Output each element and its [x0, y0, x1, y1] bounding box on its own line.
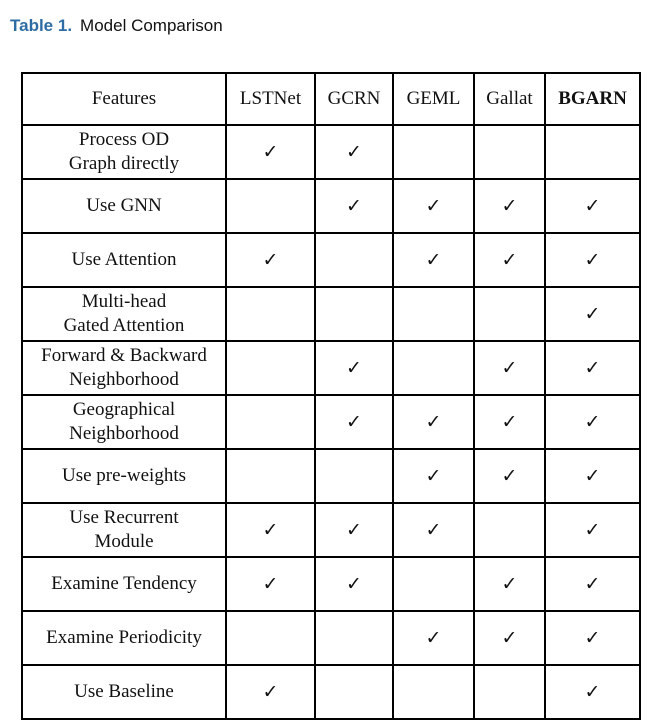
- check-cell-gallat: [474, 557, 545, 611]
- table-row: [22, 449, 640, 503]
- model-comparison-table: [21, 72, 641, 720]
- column-header-bgarn: BGARN: [545, 73, 640, 125]
- check-mark-icon: ✓: [346, 410, 362, 433]
- check-mark-icon: ✓: [501, 248, 518, 271]
- check-cell-gcrn: [315, 395, 393, 449]
- check-mark-icon: ✓: [501, 356, 518, 379]
- table-row: [22, 503, 640, 557]
- check-cell-gallat: [474, 449, 545, 503]
- check-mark-icon: ✓: [262, 518, 279, 541]
- check-cell-lstnet: [226, 341, 315, 395]
- check-mark-icon: ✓: [346, 518, 362, 541]
- check-cell-lstnet: [226, 557, 315, 611]
- check-cell-bgarn: [545, 449, 640, 503]
- check-mark-icon: ✓: [584, 518, 601, 541]
- check-cell-lstnet: [226, 449, 315, 503]
- check-mark-icon: ✓: [346, 356, 362, 379]
- check-cell-lstnet: [226, 233, 315, 287]
- check-mark-icon: ✓: [262, 140, 279, 163]
- check-cell-lstnet: [226, 287, 315, 341]
- check-cell-gallat: [474, 125, 545, 179]
- check-mark-icon: ✓: [584, 248, 601, 271]
- check-cell-gcrn: [315, 611, 393, 665]
- check-cell-geml: [393, 503, 474, 557]
- check-mark-icon: ✓: [501, 410, 518, 433]
- feature-cell: Geographical Neighborhood: [22, 395, 226, 449]
- feature-cell: Use Attention: [22, 233, 226, 287]
- check-mark-icon: ✓: [501, 464, 518, 487]
- table-row: [22, 341, 640, 395]
- check-cell-geml: [393, 395, 474, 449]
- check-mark-icon: ✓: [262, 680, 279, 703]
- table-caption: [10, 16, 223, 36]
- check-mark-icon: ✓: [584, 302, 601, 325]
- check-cell-gcrn: [315, 503, 393, 557]
- check-mark-icon: ✓: [584, 356, 601, 379]
- check-cell-gallat: [474, 611, 545, 665]
- check-cell-lstnet: [226, 503, 315, 557]
- table-row: [22, 287, 640, 341]
- check-cell-gallat: [474, 287, 545, 341]
- check-cell-geml: [393, 179, 474, 233]
- check-cell-gcrn: [315, 287, 393, 341]
- check-cell-bgarn: [545, 233, 640, 287]
- check-mark-icon: ✓: [262, 248, 279, 271]
- check-cell-geml: [393, 233, 474, 287]
- check-cell-lstnet: [226, 611, 315, 665]
- column-header-geml: GEML: [393, 73, 474, 125]
- check-cell-geml: [393, 449, 474, 503]
- check-cell-gcrn: [315, 557, 393, 611]
- table-body: [22, 125, 640, 719]
- check-cell-gcrn: [315, 233, 393, 287]
- check-cell-geml: [393, 665, 474, 719]
- column-header-gallat: Gallat: [474, 73, 545, 125]
- check-cell-bgarn: [545, 503, 640, 557]
- check-cell-gcrn: [315, 341, 393, 395]
- table-row: [22, 611, 640, 665]
- table-row: [22, 395, 640, 449]
- check-cell-bgarn: [545, 341, 640, 395]
- check-mark-icon: ✓: [346, 194, 362, 217]
- column-header-lstnet: LSTNet: [226, 73, 315, 125]
- feature-cell: Use pre-weights: [22, 449, 226, 503]
- column-header-gcrn: GCRN: [315, 73, 393, 125]
- check-mark-icon: ✓: [501, 572, 518, 595]
- table-title: Model Comparison: [80, 16, 223, 35]
- check-cell-geml: [393, 557, 474, 611]
- table-row: [22, 557, 640, 611]
- check-mark-icon: ✓: [262, 572, 279, 595]
- check-mark-icon: ✓: [425, 518, 442, 541]
- check-cell-lstnet: [226, 395, 315, 449]
- check-cell-gcrn: [315, 665, 393, 719]
- check-mark-icon: ✓: [425, 248, 442, 271]
- feature-cell: Examine Tendency: [22, 557, 226, 611]
- check-cell-gcrn: [315, 179, 393, 233]
- feature-cell: Use Recurrent Module: [22, 503, 226, 557]
- check-mark-icon: ✓: [501, 194, 518, 217]
- check-cell-bgarn: [545, 395, 640, 449]
- check-cell-bgarn: [545, 287, 640, 341]
- column-header-features: Features: [22, 73, 226, 125]
- feature-cell: Use Baseline: [22, 665, 226, 719]
- check-cell-gallat: [474, 395, 545, 449]
- check-cell-bgarn: [545, 611, 640, 665]
- check-mark-icon: ✓: [584, 572, 601, 595]
- check-cell-gcrn: [315, 449, 393, 503]
- check-mark-icon: ✓: [584, 626, 601, 649]
- check-cell-gallat: [474, 665, 545, 719]
- check-cell-gallat: [474, 179, 545, 233]
- check-mark-icon: ✓: [584, 194, 601, 217]
- check-cell-gcrn: [315, 125, 393, 179]
- check-cell-gallat: [474, 233, 545, 287]
- check-mark-icon: ✓: [584, 464, 601, 487]
- check-cell-lstnet: [226, 125, 315, 179]
- check-mark-icon: ✓: [425, 464, 442, 487]
- check-cell-geml: [393, 611, 474, 665]
- check-cell-bgarn: [545, 125, 640, 179]
- check-cell-geml: [393, 287, 474, 341]
- feature-cell: Use GNN: [22, 179, 226, 233]
- table-row: [22, 233, 640, 287]
- feature-cell: Forward & Backward Neighborhood: [22, 341, 226, 395]
- check-mark-icon: ✓: [425, 626, 442, 649]
- check-cell-lstnet: [226, 179, 315, 233]
- table-row: [22, 179, 640, 233]
- table-header-row: [22, 73, 640, 125]
- check-mark-icon: ✓: [346, 140, 362, 163]
- table-row: [22, 125, 640, 179]
- check-mark-icon: ✓: [425, 194, 442, 217]
- check-cell-gallat: [474, 341, 545, 395]
- table-number: Table 1.: [10, 16, 73, 35]
- check-cell-bgarn: [545, 557, 640, 611]
- feature-cell: Multi-head Gated Attention: [22, 287, 226, 341]
- check-cell-bgarn: [545, 665, 640, 719]
- check-cell-geml: [393, 341, 474, 395]
- check-cell-bgarn: [545, 179, 640, 233]
- check-mark-icon: ✓: [584, 680, 601, 703]
- check-cell-gallat: [474, 503, 545, 557]
- check-mark-icon: ✓: [425, 410, 442, 433]
- table-row: [22, 665, 640, 719]
- check-mark-icon: ✓: [501, 626, 518, 649]
- check-cell-lstnet: [226, 665, 315, 719]
- check-mark-icon: ✓: [346, 572, 362, 595]
- feature-cell: Examine Periodicity: [22, 611, 226, 665]
- check-cell-geml: [393, 125, 474, 179]
- check-mark-icon: ✓: [584, 410, 601, 433]
- feature-cell: Process OD Graph directly: [22, 125, 226, 179]
